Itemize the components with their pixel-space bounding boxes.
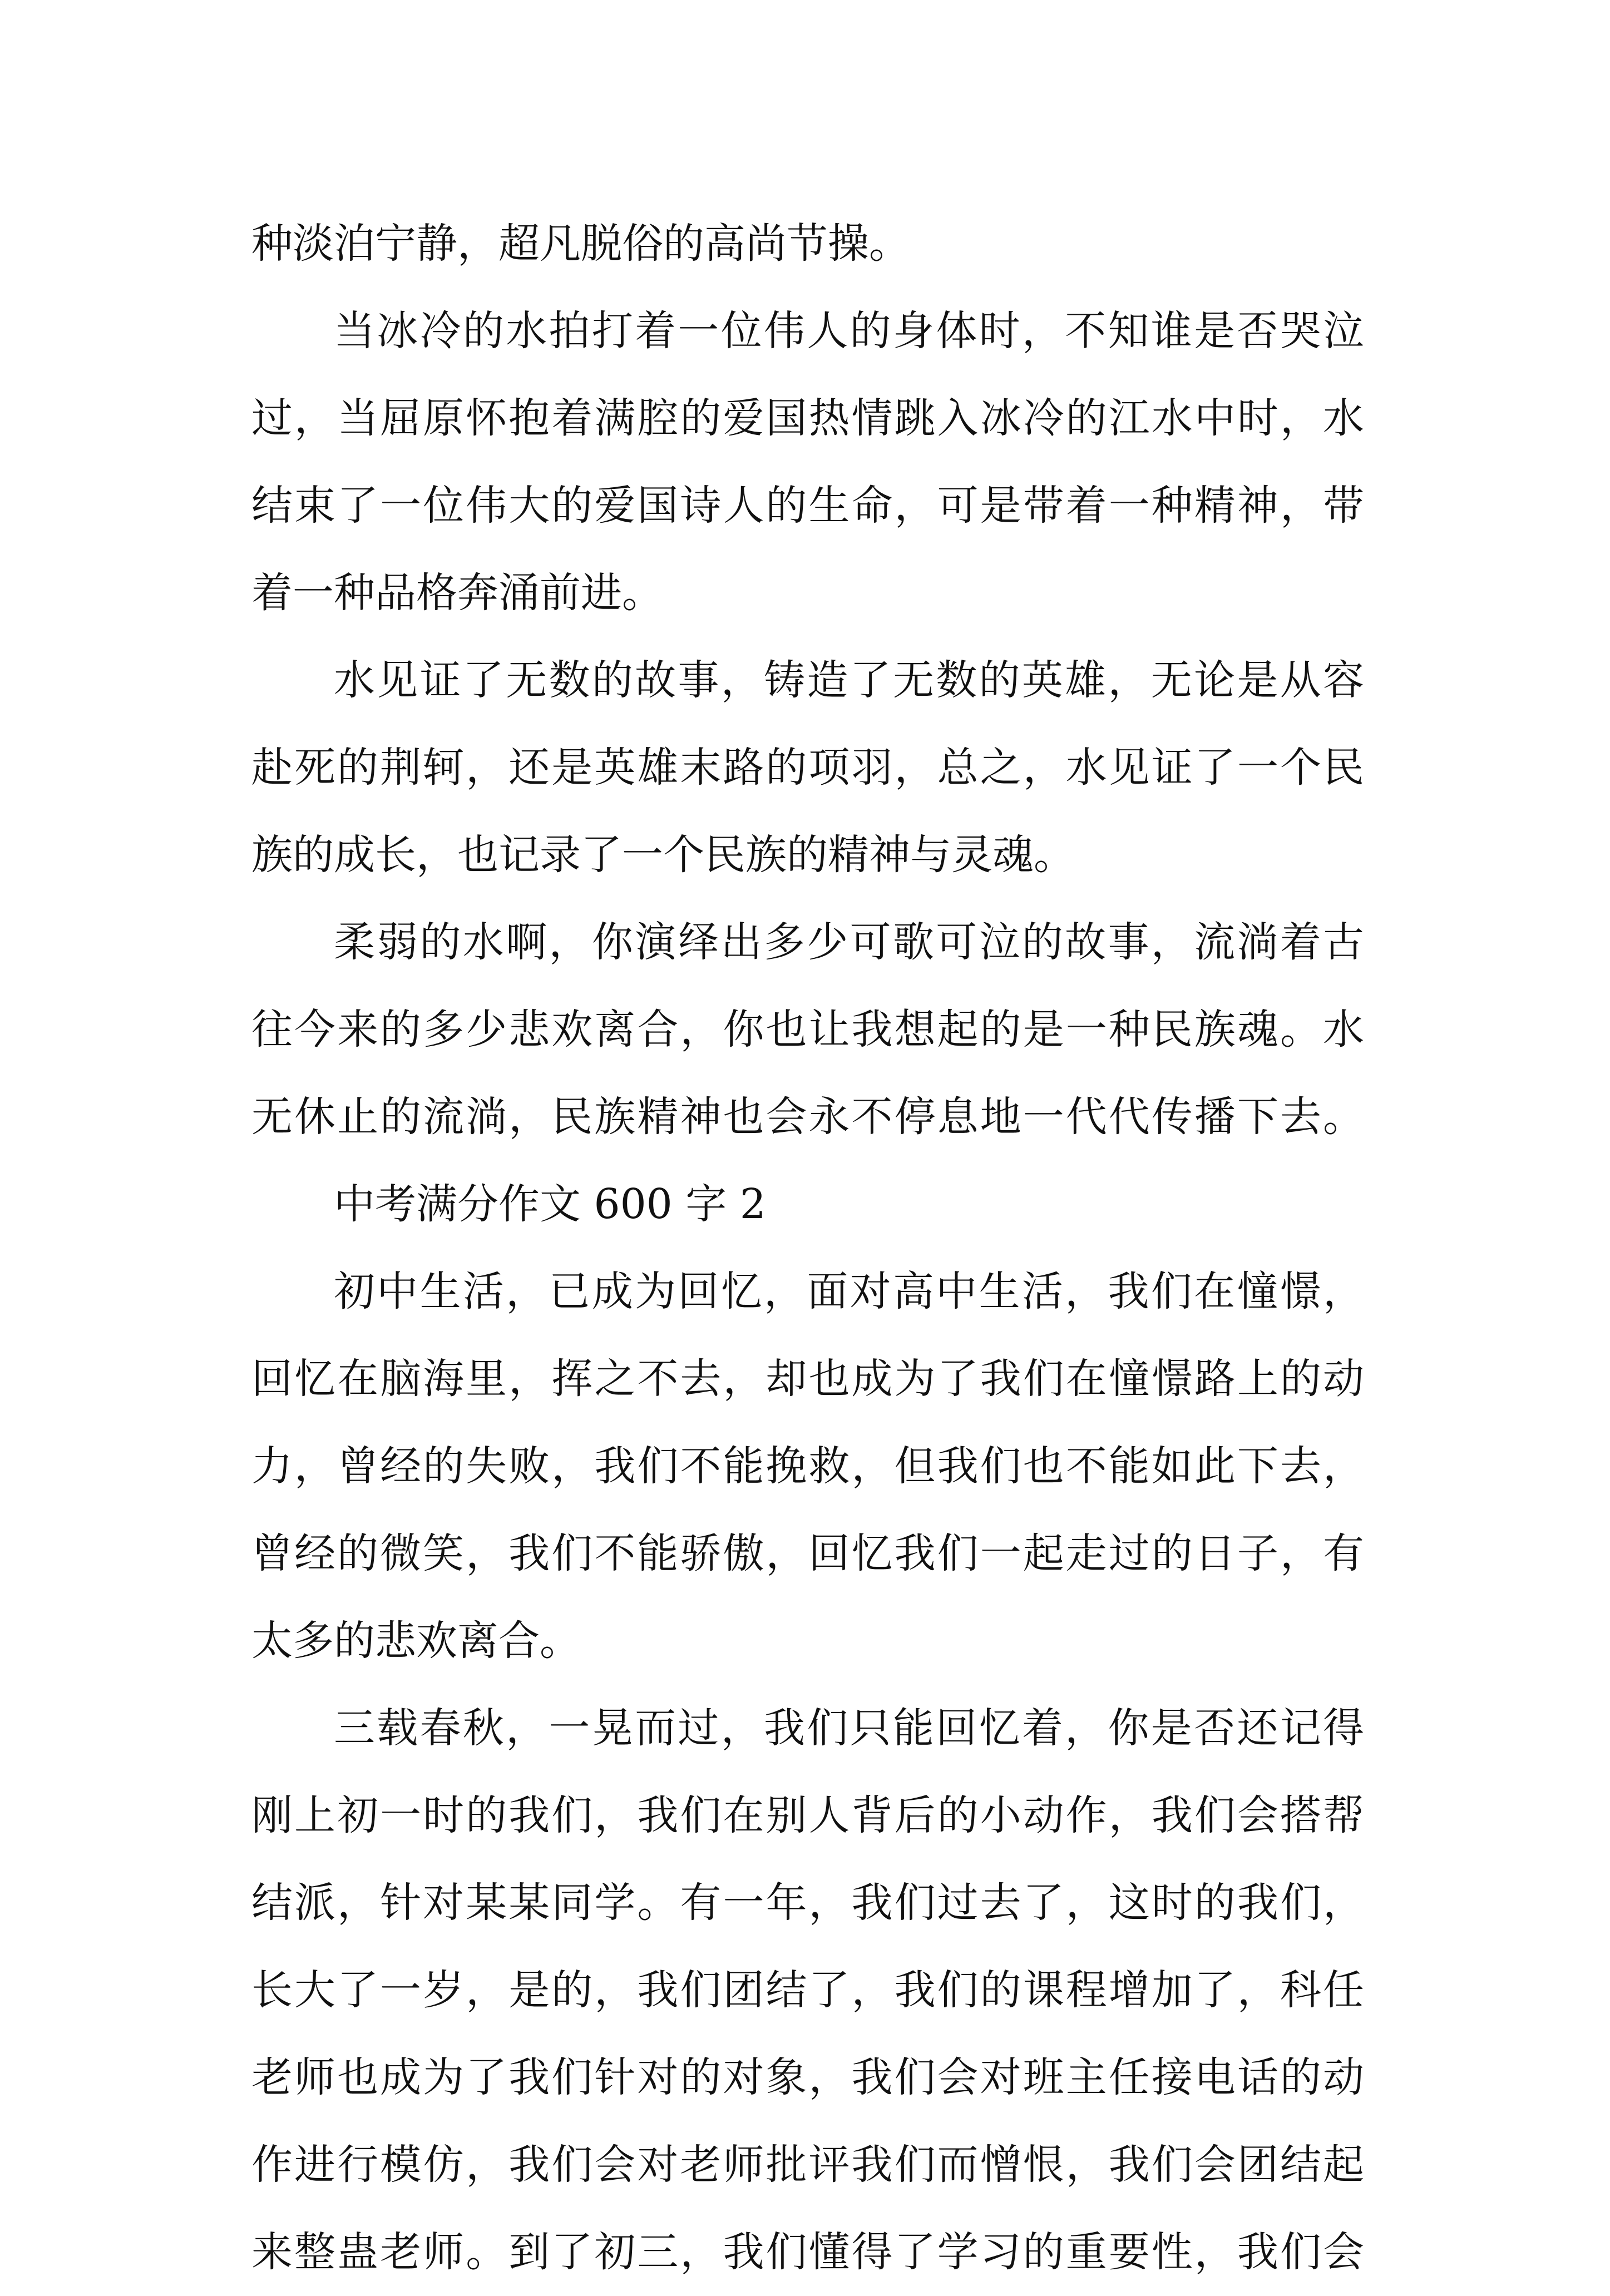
text-line: 来整蛊老师。到了初三，我们懂得了学习的重要性，我们会: [251, 2228, 1364, 2276]
text-line: 赴死的荆轲，还是英雄末路的项羽，总之，水见证了一个民: [251, 744, 1364, 791]
text-line: 作进行模仿，我们会对老师批评我们而憎恨，我们会团结起: [251, 2141, 1364, 2189]
section-heading: 中考满分作文 600 字 2: [334, 1180, 766, 1228]
text-line: 三载春秋，一晃而过，我们只能回忆着，你是否还记得: [334, 1704, 1364, 1752]
text-line: 种淡泊宁静，超凡脱俗的高尚节操。: [251, 220, 910, 268]
text-line: 过，当屈原怀抱着满腔的爱国热情跳入冰冷的江水中时，水: [251, 394, 1364, 442]
text-line: 老师也成为了我们针对的对象，我们会对班主任接电话的动: [251, 2053, 1364, 2101]
text-line: 刚上初一时的我们，我们在别人背后的小动作，我们会搭帮: [251, 1792, 1364, 1839]
text-line: 长大了一岁，是的，我们团结了，我们的课程增加了，科任: [251, 1966, 1364, 2014]
text-line: 水见证了无数的故事，铸造了无数的英雄，无论是从容: [334, 656, 1364, 704]
text-line: 结束了一位伟大的爱国诗人的生命，可是带着一种精神，带: [251, 482, 1364, 530]
text-line: 太多的悲欢离合。: [251, 1617, 581, 1665]
text-line: 往今来的多少悲欢离合，你也让我想起的是一种民族魂。水: [251, 1006, 1364, 1053]
text-line: 族的成长，也记录了一个民族的精神与灵魂。: [251, 831, 1075, 879]
text-line: 曾经的微笑，我们不能骄傲，回忆我们一起走过的日子，有: [251, 1530, 1364, 1577]
text-line: 回忆在脑海里，挥之不去，却也成为了我们在憧憬路上的动: [251, 1355, 1364, 1403]
text-line: 当冰冷的水拍打着一位伟人的身体时，不知谁是否哭泣: [334, 307, 1364, 355]
text-line: 结派，针对某某同学。有一年，我们过去了，这时的我们，: [251, 1879, 1364, 1927]
text-line: 初中生活，已成为回忆，面对高中生活，我们在憧憬，: [334, 1268, 1364, 1315]
text-line: 无休止的流淌，民族精神也会永不停息地一代代传播下去。: [251, 1093, 1364, 1141]
text-line: 力，曾经的失败，我们不能挽救，但我们也不能如此下去，: [251, 1442, 1364, 1490]
text-line: 着一种品格奔涌前进。: [251, 569, 663, 617]
text-line: 柔弱的水啊，你演绎出多少可歌可泣的故事，流淌着古: [334, 918, 1364, 966]
article-body: [251, 200, 1364, 2296]
